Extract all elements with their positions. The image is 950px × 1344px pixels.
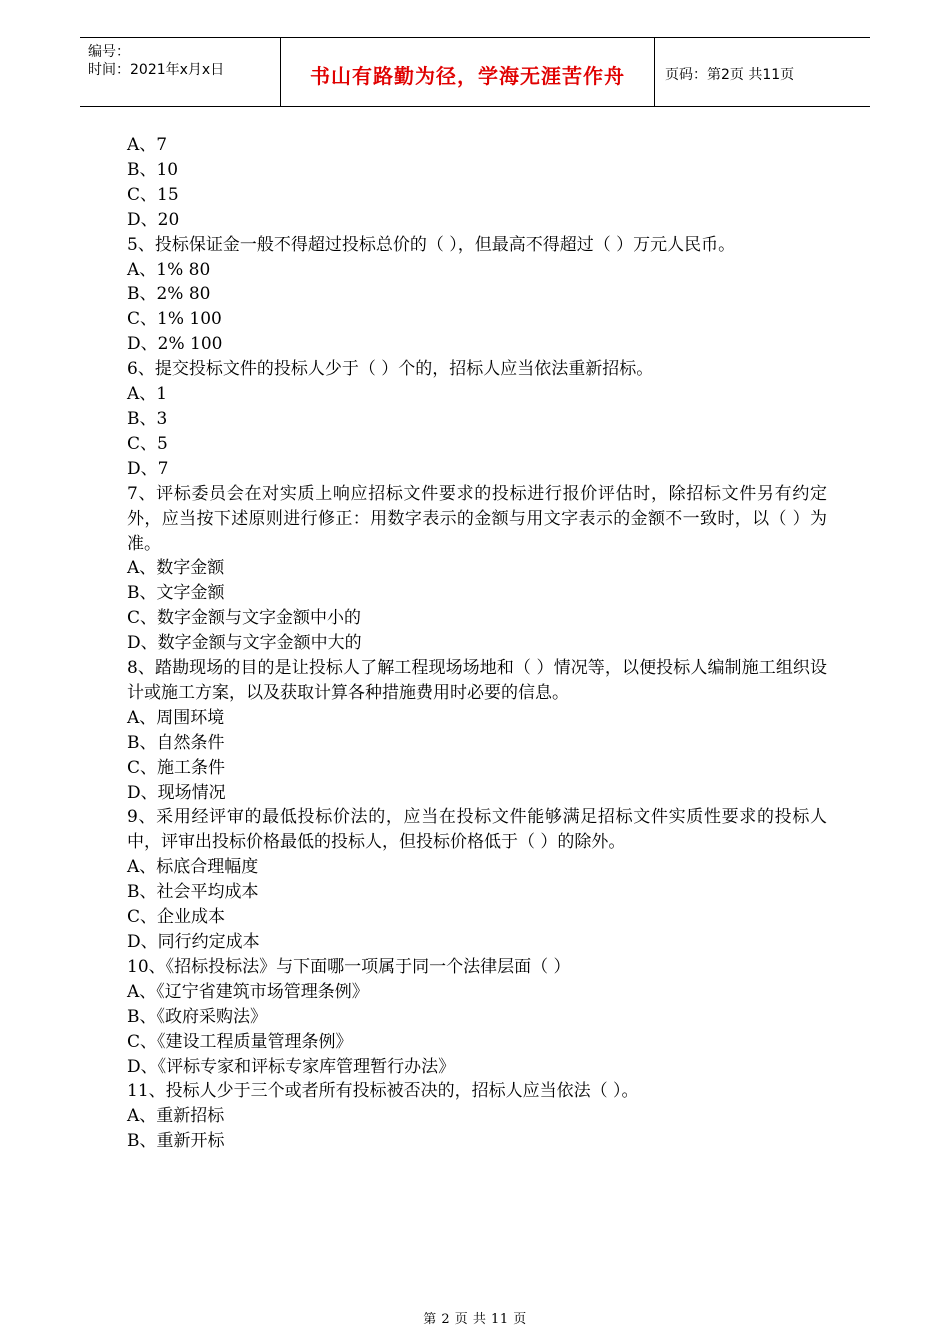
answer-option: C、15 xyxy=(127,184,179,205)
question-text: 6、提交投标文件的投标人少于（ ）个的，招标人应当依法重新招标。 xyxy=(127,359,654,380)
answer-option: D、2% 100 xyxy=(127,334,223,355)
answer-option: A、《辽宁省建筑市场管理条例》 xyxy=(127,981,369,1002)
answer-option: B、社会平均成本 xyxy=(127,882,259,903)
answer-option: D、20 xyxy=(127,209,180,230)
answer-option: D、7 xyxy=(127,458,169,479)
header-motto-cell xyxy=(281,38,655,106)
question-text: 7、评标委员会在对实质上响应招标文件要求的投标进行报价评估时，除招标文件另有约定外，应当按下述原则进行修正：用数字表示的金额与用文字表示的金额不一致时，以（ ）为准。 xyxy=(127,483,827,554)
answer-option: C、施工条件 xyxy=(127,757,226,778)
answer-option: A、数字金额 xyxy=(127,558,225,579)
header-meta-cell xyxy=(80,38,281,106)
answer-option: B、10 xyxy=(127,159,179,180)
document-body xyxy=(127,133,827,1154)
answer-option: B、2% 80 xyxy=(127,284,211,305)
answer-option: B、《政府采购法》 xyxy=(127,1006,267,1027)
answer-option: C、数字金额与文字金额中小的 xyxy=(127,608,362,629)
page-footer: 第 2 页 共 11 页 xyxy=(423,1312,527,1327)
answer-option: B、3 xyxy=(127,408,168,429)
question-text: 8、踏勘现场的目的是让投标人了解工程现场场地和（ ）情况等，以便投标人编制施工组织设计或施工方案，以及获取计算各种措施费用时必要的信息。 xyxy=(127,658,827,703)
code-label: 编号： xyxy=(88,44,130,60)
question-text: 11、投标人少于三个或者所有投标被否决的，招标人应当依法（ ）。 xyxy=(127,1081,639,1102)
answer-option: A、标底合理幅度 xyxy=(127,857,259,878)
page-info: 页码：第2页 共11页 xyxy=(665,67,795,83)
answer-option: C、《建设工程质量管理条例》 xyxy=(127,1031,353,1052)
answer-option: A、1 xyxy=(127,384,168,405)
answer-option: A、周围环境 xyxy=(127,707,225,728)
answer-option: A、1% 80 xyxy=(127,259,211,280)
answer-option: B、重新开标 xyxy=(127,1131,225,1152)
date-label: 时间：2021年x月x日 xyxy=(88,62,225,78)
answer-option: C、1% 100 xyxy=(127,309,222,330)
answer-option: D、数字金额与文字金额中大的 xyxy=(127,633,362,654)
question-text: 5、投标保证金一般不得超过投标总价的（ ），但最高不得超过（ ）万元人民币。 xyxy=(127,234,736,255)
question-text: 9、采用经评审的最低投标价法的，应当在投标文件能够满足招标文件实质性要求的投标人中，评审出投标价格最低的投标人，但投标价格低于（ ）的除外。 xyxy=(127,807,827,853)
question-text: 10、《招标投标法》与下面哪一项属于同一个法律层面（ ） xyxy=(127,956,571,977)
header-page-cell xyxy=(655,38,870,106)
answer-option: A、7 xyxy=(127,135,168,155)
answer-option: B、文字金额 xyxy=(127,583,225,604)
answer-option: A、重新招标 xyxy=(127,1106,225,1127)
answer-option: D、《评标专家和评标专家库管理暂行办法》 xyxy=(127,1056,456,1077)
page-header xyxy=(80,37,870,107)
answer-option: C、企业成本 xyxy=(127,907,226,928)
answer-option: D、同行约定成本 xyxy=(127,932,260,952)
answer-option: B、自然条件 xyxy=(127,732,225,753)
answer-option: C、5 xyxy=(127,433,168,454)
answer-option: D、现场情况 xyxy=(127,782,226,803)
motto: 书山有路勤为径，学海无涯苦作舟 xyxy=(310,64,625,88)
